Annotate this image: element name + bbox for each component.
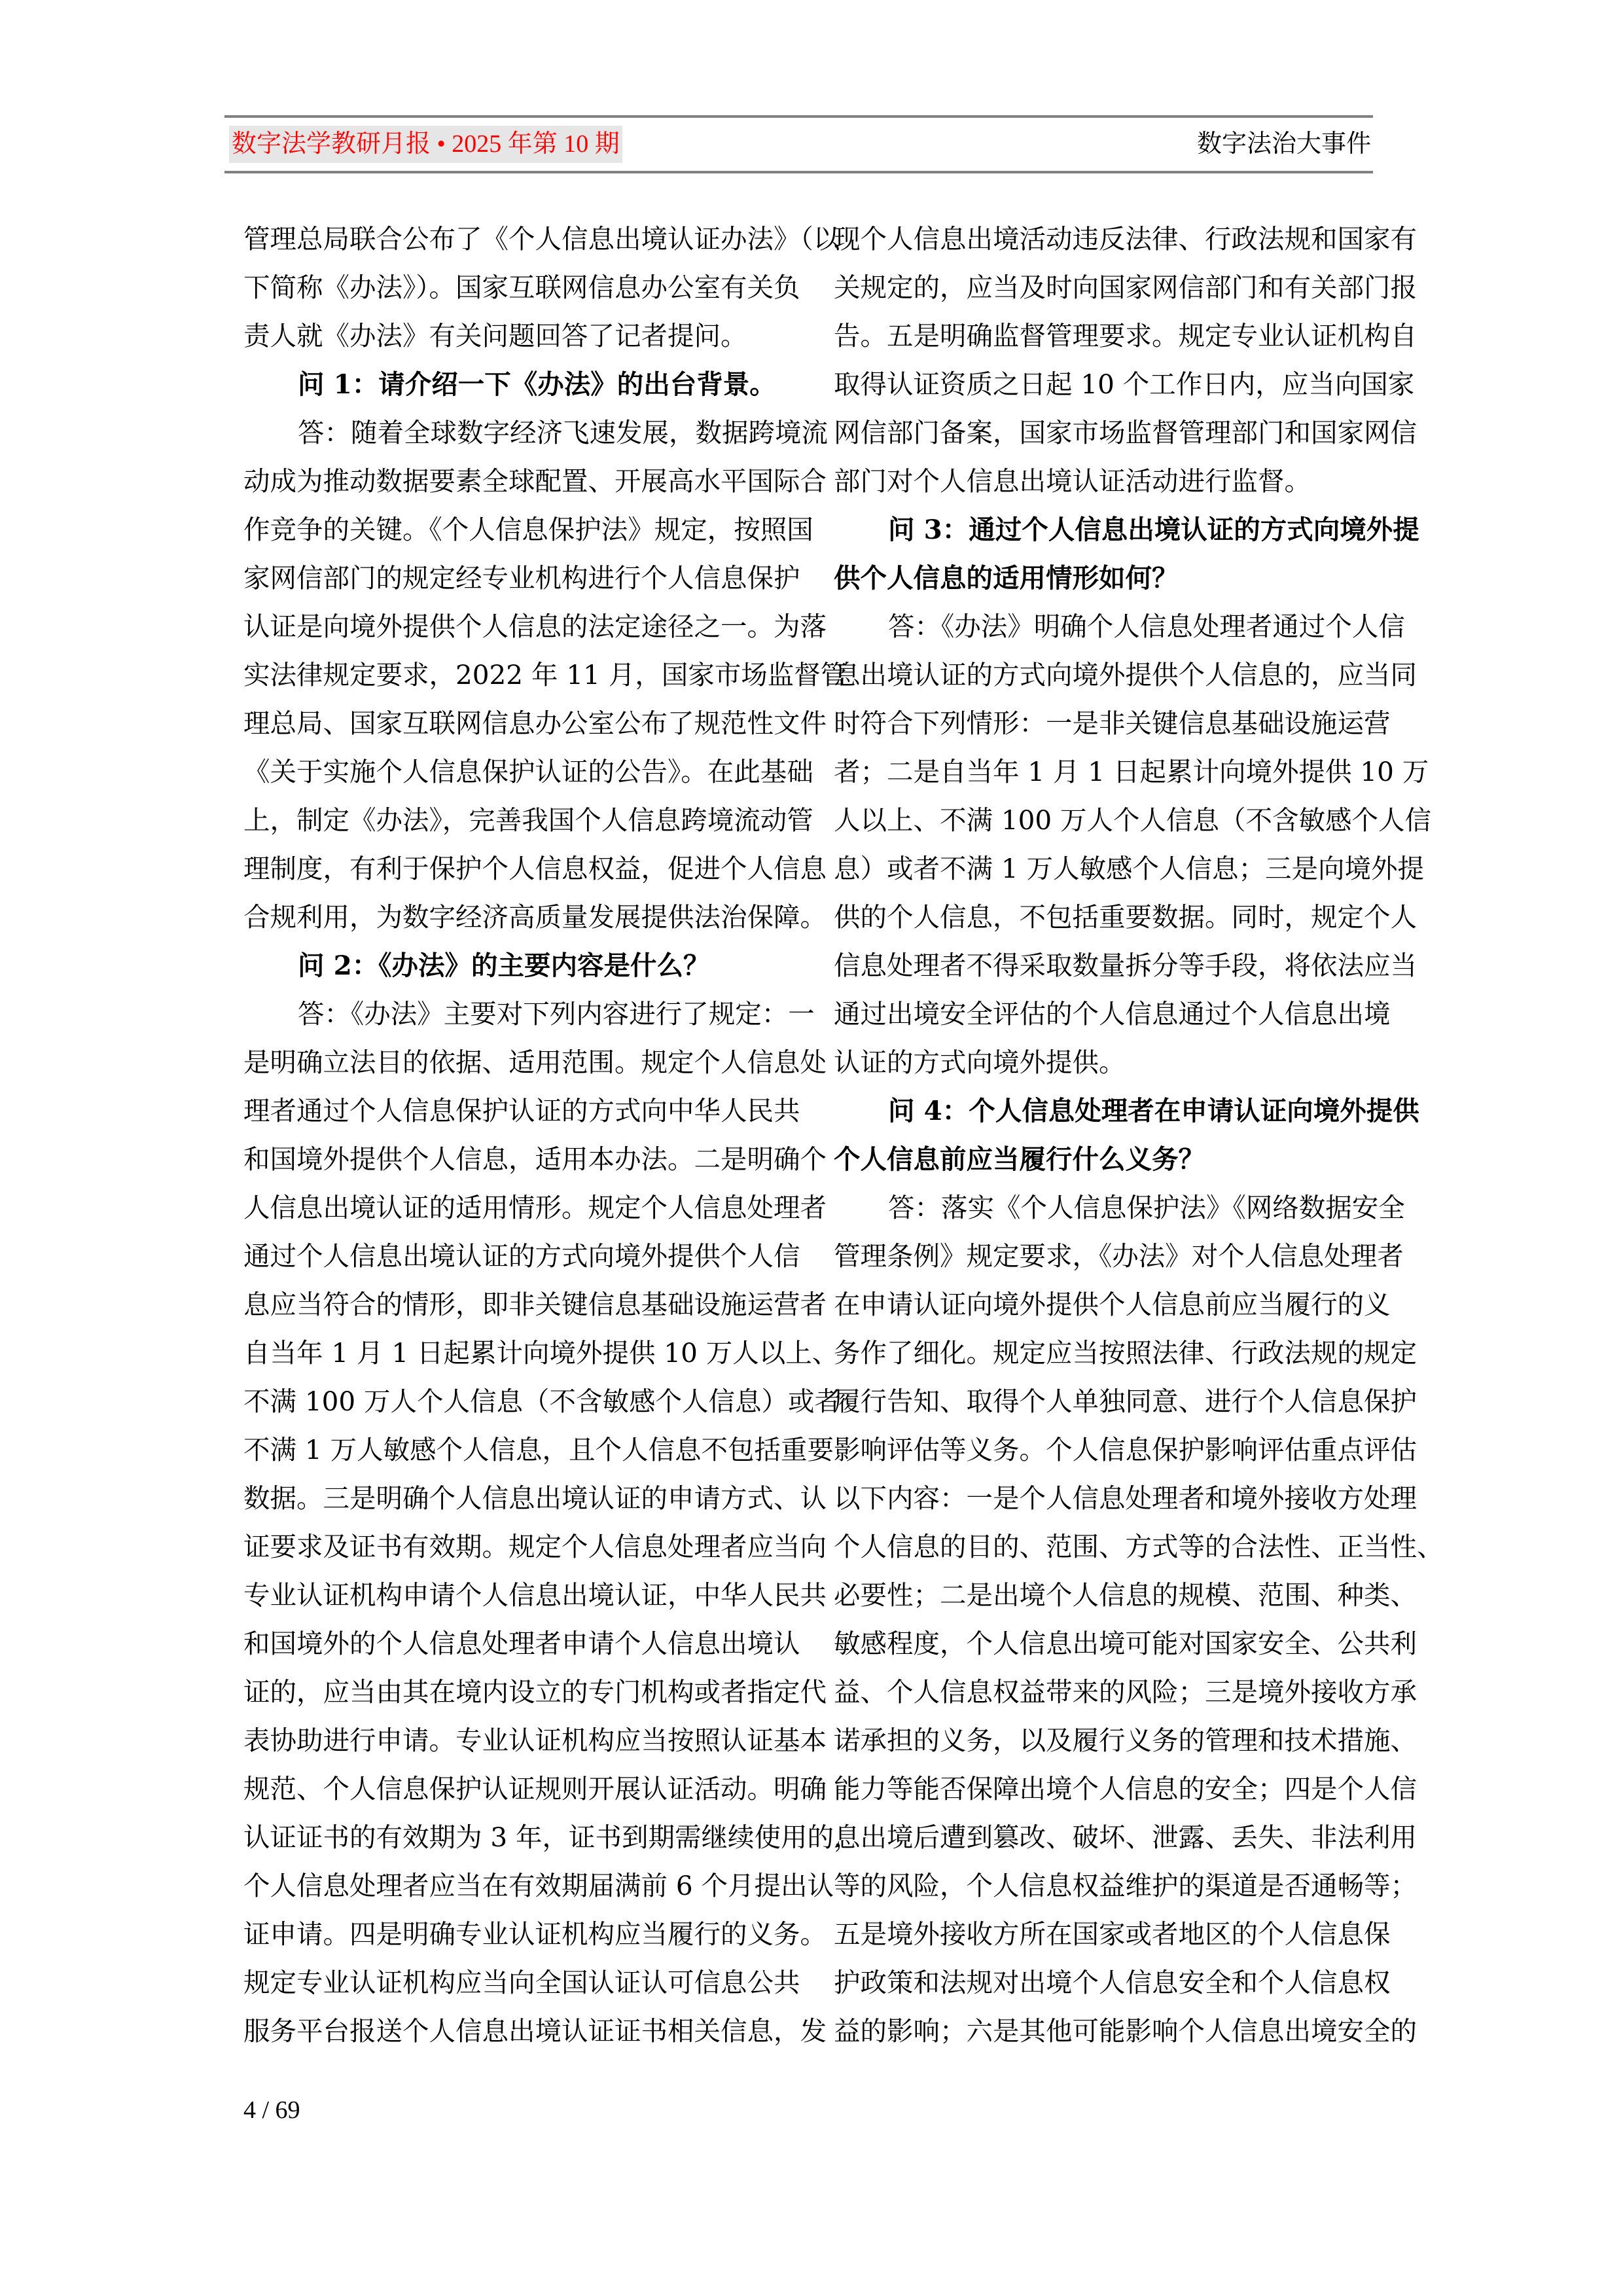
page-number: 4 / 69	[243, 2096, 300, 2124]
text-line: 供的个人信息，不包括重要数据。同时，规定个人	[834, 901, 1417, 933]
text-line: 实法律规定要求，2022 年 11 月，国家市场监督管	[243, 659, 847, 691]
text-line: 息出境后遭到篡改、破坏、泄露、丢失、非法利用	[834, 1821, 1417, 1853]
text-line: 人以上、不满 100 万人个人信息（不含敏感个人信	[834, 804, 1432, 836]
text-line: 五是境外接收方所在国家或者地区的个人信息保	[834, 1918, 1391, 1950]
text-line: 息出境认证的方式向境外提供个人信息的，应当同	[834, 659, 1417, 691]
text-line: 履行告知、取得个人单独同意、进行个人信息保护	[834, 1386, 1417, 1417]
text-line: 认证的方式向境外提供。	[834, 1047, 1126, 1078]
text-line: 问 1：请介绍一下《办法》的出台背景。	[298, 368, 776, 400]
left-column	[243, 215, 861, 2055]
right-column	[834, 215, 1444, 2055]
text-line: 护政策和法规对出境个人信息安全和个人信息权	[834, 1967, 1391, 1998]
text-line: 益、个人信息权益带来的风险；三是境外接收方承	[834, 1676, 1417, 1708]
text-line: 信息处理者不得采取数量拆分等手段，将依法应当	[834, 950, 1417, 981]
text-line: 问 2：《办法》的主要内容是什么？	[298, 950, 710, 981]
text-line: 答：随着全球数字经济飞速发展，数据跨境流	[298, 417, 828, 448]
text-line: 《关于实施个人信息保护认证的公告》。在此基础	[243, 756, 813, 787]
text-line: 务作了细化。规定应当按照法律、行政法规的规定	[834, 1337, 1417, 1369]
text-line: 问 4：个人信息处理者在申请认证向境外提供	[888, 1095, 1419, 1126]
text-line: 理者通过个人信息保护认证的方式向中华人民共	[243, 1095, 800, 1126]
text-line: 自当年 1 月 1 日起累计向境外提供 10 万人以上、	[243, 1337, 839, 1369]
text-line: 个人信息的目的、范围、方式等的合法性、正当性、	[834, 1531, 1444, 1562]
text-line: 取得认证资质之日起 10 个工作日内，应当向国家	[834, 368, 1415, 400]
text-line: 个人信息处理者应当在有效期届满前 6 个月提出认	[243, 1870, 834, 1901]
text-line: 和国境外的个人信息处理者申请个人信息出境认	[243, 1628, 800, 1659]
text-line: 证申请。四是明确专业认证机构应当履行的义务。	[243, 1918, 827, 1950]
question-heading	[243, 941, 791, 990]
text-line: 供个人信息的适用情形如何？	[834, 562, 1179, 594]
text-line: 影响评估等义务。个人信息保护影响评估重点评估	[834, 1434, 1417, 1465]
text-line: 是明确立法目的依据、适用范围。规定个人信息处	[243, 1047, 827, 1078]
text-line: 表协助进行申请。专业认证机构应当按照认证基本	[243, 1725, 827, 1756]
paragraph	[834, 1183, 1444, 2055]
text-line: 益的影响；六是其他可能影响个人信息出境安全的	[834, 2015, 1417, 2047]
question-heading	[834, 505, 1419, 602]
text-line: 上，制定《办法》，完善我国个人信息跨境流动管	[243, 804, 813, 836]
text-line: 诺承担的义务，以及履行义务的管理和技术措施、	[834, 1725, 1417, 1756]
text-line: 人信息出境认证的适用情形。规定个人信息处理者	[243, 1192, 827, 1223]
text-line: 答：《办法》明确个人信息处理者通过个人信	[888, 611, 1405, 642]
text-line: 敏感程度，个人信息出境可能对国家安全、公共利	[834, 1628, 1417, 1659]
text-line: 网信部门备案，国家市场监督管理部门和国家网信	[834, 417, 1417, 448]
text-line: 答：《办法》主要对下列内容进行了规定：一	[298, 998, 815, 1030]
text-line: 不满 100 万人个人信息（不含敏感个人信息）或者	[243, 1386, 842, 1417]
text-line: 规定专业认证机构应当向全国认证认可信息公共	[243, 1967, 800, 1998]
paragraph	[243, 408, 847, 941]
text-line: 服务平台报送个人信息出境认证证书相关信息，发	[243, 2015, 827, 2047]
text-line: 能力等能否保障出境个人信息的安全；四是个人信	[834, 1773, 1417, 1804]
text-line: 证的，应当由其在境内设立的专门机构或者指定代	[243, 1676, 827, 1708]
text-line: 在申请认证向境外提供个人信息前应当履行的义	[834, 1289, 1391, 1320]
text-line: 专业认证机构申请个人信息出境认证，中华人民共	[243, 1579, 827, 1611]
text-line: 关规定的，应当及时向国家网信部门和有关部门报	[834, 272, 1417, 303]
text-line: 认证证书的有效期为 3 年，证书到期需继续使用的，	[243, 1821, 861, 1853]
text-line: 个人信息前应当履行什么义务？	[834, 1143, 1205, 1175]
text-line: 现个人信息出境活动违反法律、行政法规和国家有	[834, 223, 1417, 255]
text-line: 合规利用，为数字经济高质量发展提供法治保障。	[243, 901, 827, 933]
text-line: 答：落实《个人信息保护法》《网络数据安全	[888, 1192, 1405, 1223]
header-top-rule	[224, 115, 1373, 118]
text-line: 通过个人信息出境认证的方式向境外提供个人信	[243, 1240, 800, 1272]
paragraph	[834, 215, 1417, 505]
text-line: 息应当符合的情形，即非关键信息基础设施运营者	[243, 1289, 827, 1320]
text-line: 家网信部门的规定经专业机构进行个人信息保护	[243, 562, 800, 594]
text-line: 不满 1 万人敏感个人信息，且个人信息不包括重要	[243, 1434, 834, 1465]
section-title: 数字法治大事件	[1196, 130, 1371, 158]
header-bottom-rule	[224, 171, 1373, 173]
text-line: 理总局、国家互联网信息办公室公布了规范性文件	[243, 708, 827, 739]
text-line: 责人就《办法》有关问题回答了记者提问。	[243, 320, 747, 351]
question-heading	[834, 1086, 1419, 1183]
text-line: 认证是向境外提供个人信息的法定途径之一。为落	[243, 611, 827, 642]
text-line: 管理总局联合公布了《个人信息出境认证办法》（以	[243, 223, 840, 255]
question-heading	[243, 360, 791, 408]
paragraph	[834, 602, 1432, 1086]
text-line: 问 3：通过个人信息出境认证的方式向境外提	[888, 514, 1419, 545]
text-line: 必要性；二是出境个人信息的规模、范围、种类、	[834, 1579, 1417, 1611]
text-line: 证要求及证书有效期。规定个人信息处理者应当向	[243, 1531, 827, 1562]
text-line: 规范、个人信息保护认证规则开展认证活动。明确	[243, 1773, 827, 1804]
journal-title: 数字法学教研月报 • 2025 年第 10 期	[229, 126, 622, 163]
text-line: 管理条例》规定要求，《办法》对个人信息处理者	[834, 1240, 1404, 1272]
text-line: 以下内容：一是个人信息处理者和境外接收方处理	[834, 1482, 1417, 1514]
text-line: 部门对个人信息出境认证活动进行监督。	[834, 465, 1311, 497]
text-line: 动成为推动数据要素全球配置、开展高水平国际合	[243, 465, 827, 497]
text-line: 通过出境安全评估的个人信息通过个人信息出境	[834, 998, 1391, 1030]
text-line: 作竞争的关键。《个人信息保护法》规定，按照国	[243, 514, 813, 545]
text-line: 和国境外提供个人信息，适用本办法。二是明确个	[243, 1143, 827, 1175]
text-line: 息）或者不满 1 万人敏感个人信息；三是向境外提	[834, 853, 1425, 884]
text-line: 告。五是明确监督管理要求。规定专业认证机构自	[834, 320, 1417, 351]
paragraph	[243, 990, 861, 2055]
text-line: 理制度，有利于保护个人信息权益，促进个人信息	[243, 853, 827, 884]
text-line: 等的风险，个人信息权益维护的渠道是否通畅等；	[834, 1870, 1417, 1901]
text-line: 数据。三是明确个人信息出境认证的申请方式、认	[243, 1482, 827, 1514]
paragraph	[243, 215, 840, 360]
text-line: 时符合下列情形：一是非关键信息基础设施运营	[834, 708, 1391, 739]
text-line: 下简称《办法》）。国家互联网信息办公室有关负	[243, 272, 800, 303]
text-line: 者；二是自当年 1 月 1 日起累计向境外提供 10 万	[834, 756, 1429, 787]
